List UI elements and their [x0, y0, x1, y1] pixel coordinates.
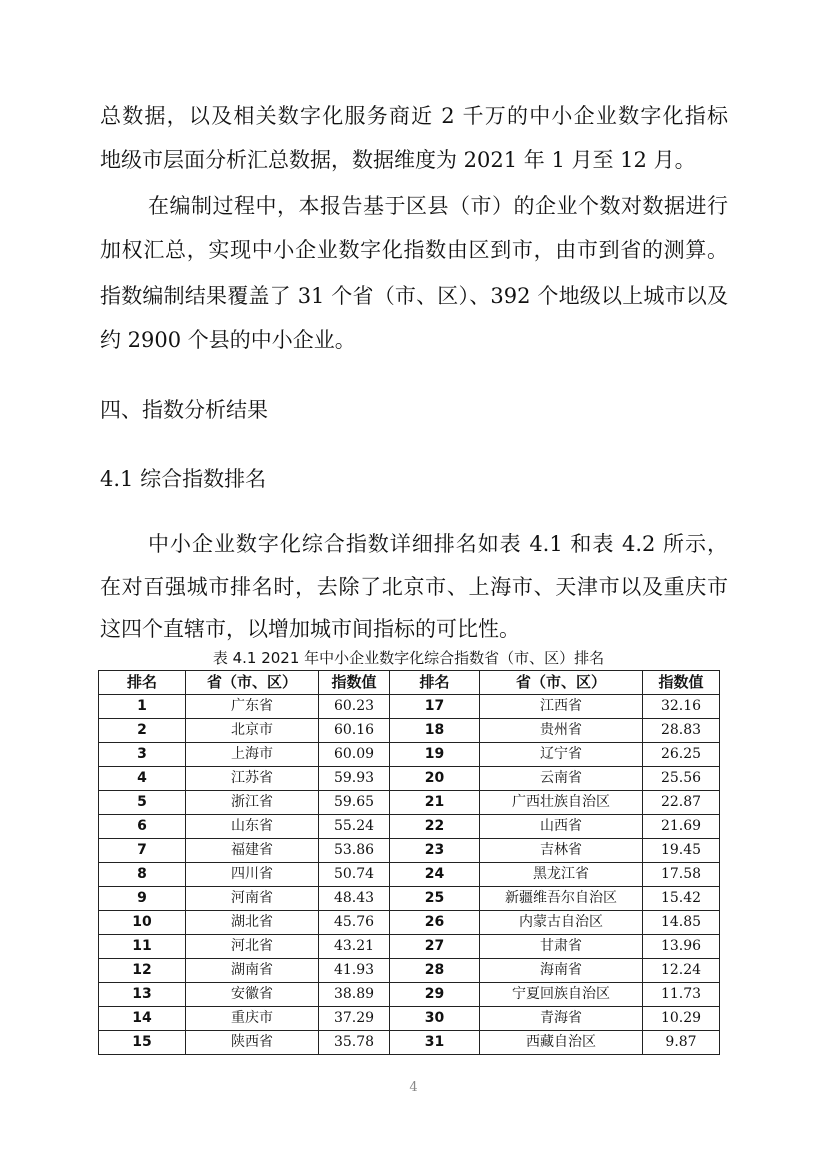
table-row — [99, 983, 720, 1007]
table-row — [99, 695, 720, 719]
index-value-cell: 59.93 — [319, 767, 390, 791]
rank-cell: 11 — [99, 935, 186, 959]
index-value-cell: 17.58 — [643, 863, 720, 887]
rank-cell: 20 — [390, 767, 480, 791]
province-cell: 安徽省 — [186, 983, 319, 1007]
rank-cell: 1 — [99, 695, 186, 719]
province-cell: 江西省 — [480, 695, 643, 719]
rank-cell: 31 — [390, 1031, 480, 1055]
index-value-cell: 9.87 — [643, 1031, 720, 1055]
rank-cell: 12 — [99, 959, 186, 983]
rank-cell: 30 — [390, 1007, 480, 1031]
rank-cell: 13 — [99, 983, 186, 1007]
header-index-value: 指数值 — [319, 671, 390, 695]
section-heading: 四、指数分析结果 — [100, 398, 268, 422]
table-row — [99, 959, 720, 983]
index-value-cell: 45.76 — [319, 911, 390, 935]
index-value-cell: 28.83 — [643, 719, 720, 743]
paragraph-line: 加权汇总，实现中小企业数字化指数由区到市，由市到省的测算。 — [100, 238, 728, 262]
rank-cell: 6 — [99, 815, 186, 839]
province-cell: 湖北省 — [186, 911, 319, 935]
rank-cell: 14 — [99, 1007, 186, 1031]
rank-cell: 19 — [390, 743, 480, 767]
province-cell: 青海省 — [480, 1007, 643, 1031]
table-row — [99, 1007, 720, 1031]
rank-cell: 27 — [390, 935, 480, 959]
index-value-cell: 13.96 — [643, 935, 720, 959]
province-cell: 湖南省 — [186, 959, 319, 983]
province-cell: 贵州省 — [480, 719, 643, 743]
table-row — [99, 935, 720, 959]
province-cell: 西藏自治区 — [480, 1031, 643, 1055]
subsection-heading: 4.1 综合指数排名 — [100, 467, 267, 491]
index-value-cell: 48.43 — [319, 887, 390, 911]
index-value-cell: 38.89 — [319, 983, 390, 1007]
index-value-cell: 35.78 — [319, 1031, 390, 1055]
province-cell: 广东省 — [186, 695, 319, 719]
province-cell: 河南省 — [186, 887, 319, 911]
rank-cell: 24 — [390, 863, 480, 887]
province-cell: 山西省 — [480, 815, 643, 839]
header-index-value: 指数值 — [643, 671, 720, 695]
rank-cell: 21 — [390, 791, 480, 815]
paragraph-line: 中小企业数字化综合指数详细排名如表 4.1 和表 4.2 所示， — [148, 532, 728, 556]
province-cell: 北京市 — [186, 719, 319, 743]
rank-cell: 23 — [390, 839, 480, 863]
table-caption: 表 4.1 2021 年中小企业数字化综合指数省（市、区）排名 — [212, 649, 605, 667]
province-cell: 四川省 — [186, 863, 319, 887]
table-row — [99, 719, 720, 743]
province-cell: 重庆市 — [186, 1007, 319, 1031]
rank-cell: 28 — [390, 959, 480, 983]
index-value-cell: 19.45 — [643, 839, 720, 863]
rank-cell: 9 — [99, 887, 186, 911]
province-cell: 江苏省 — [186, 767, 319, 791]
table-row — [99, 767, 720, 791]
ranking-table — [98, 670, 720, 1055]
table-row — [99, 887, 720, 911]
index-value-cell: 11.73 — [643, 983, 720, 1007]
province-cell: 新疆维吾尔自治区 — [480, 887, 643, 911]
rank-cell: 18 — [390, 719, 480, 743]
province-cell: 福建省 — [186, 839, 319, 863]
paragraph-line: 总数据，以及相关数字化服务商近 2 千万的中小企业数字化指标 — [100, 104, 728, 128]
index-value-cell: 53.86 — [319, 839, 390, 863]
rank-cell: 3 — [99, 743, 186, 767]
paragraph-line: 地级市层面分析汇总数据，数据维度为 2021 年 1 月至 12 月。 — [100, 148, 696, 172]
province-cell: 河北省 — [186, 935, 319, 959]
table-row — [99, 839, 720, 863]
index-value-cell: 22.87 — [643, 791, 720, 815]
index-value-cell: 55.24 — [319, 815, 390, 839]
header-rank: 排名 — [390, 671, 480, 695]
rank-cell: 25 — [390, 887, 480, 911]
rank-cell: 8 — [99, 863, 186, 887]
paragraph-line: 这四个直辖市，以增加城市间指标的可比性。 — [100, 617, 520, 641]
index-value-cell: 21.69 — [643, 815, 720, 839]
table-row — [99, 911, 720, 935]
rank-cell: 22 — [390, 815, 480, 839]
index-value-cell: 60.16 — [319, 719, 390, 743]
province-cell: 海南省 — [480, 959, 643, 983]
rank-cell: 5 — [99, 791, 186, 815]
index-value-cell: 60.09 — [319, 743, 390, 767]
province-cell: 云南省 — [480, 767, 643, 791]
index-value-cell: 37.29 — [319, 1007, 390, 1031]
province-cell: 辽宁省 — [480, 743, 643, 767]
province-cell: 甘肃省 — [480, 935, 643, 959]
rank-cell: 17 — [390, 695, 480, 719]
index-value-cell: 10.29 — [643, 1007, 720, 1031]
index-value-cell: 50.74 — [319, 863, 390, 887]
paragraph-line: 在编制过程中，本报告基于区县（市）的企业个数对数据进行 — [148, 194, 728, 218]
rank-cell: 10 — [99, 911, 186, 935]
index-value-cell: 12.24 — [643, 959, 720, 983]
rank-cell: 4 — [99, 767, 186, 791]
rank-cell: 26 — [390, 911, 480, 935]
table-row — [99, 1031, 720, 1055]
province-cell: 内蒙古自治区 — [480, 911, 643, 935]
province-cell: 黑龙江省 — [480, 863, 643, 887]
page-number: 4 — [409, 1080, 418, 1095]
index-value-cell: 60.23 — [319, 695, 390, 719]
table-row — [99, 815, 720, 839]
province-cell: 吉林省 — [480, 839, 643, 863]
header-rank: 排名 — [99, 671, 186, 695]
province-cell: 广西壮族自治区 — [480, 791, 643, 815]
table-row — [99, 791, 720, 815]
table-header-row — [99, 671, 720, 695]
header-province: 省（市、区） — [480, 671, 643, 695]
rank-cell: 15 — [99, 1031, 186, 1055]
index-value-cell: 43.21 — [319, 935, 390, 959]
index-value-cell: 15.42 — [643, 887, 720, 911]
index-value-cell: 14.85 — [643, 911, 720, 935]
province-cell: 山东省 — [186, 815, 319, 839]
index-value-cell: 41.93 — [319, 959, 390, 983]
paragraph-line: 在对百强城市排名时，去除了北京市、上海市、天津市以及重庆市 — [100, 575, 728, 599]
index-value-cell: 25.56 — [643, 767, 720, 791]
index-value-cell: 26.25 — [643, 743, 720, 767]
table-row — [99, 863, 720, 887]
header-province: 省（市、区） — [186, 671, 319, 695]
province-cell: 上海市 — [186, 743, 319, 767]
paragraph-line: 约 2900 个县的中小企业。 — [100, 328, 356, 352]
province-cell: 陕西省 — [186, 1031, 319, 1055]
index-value-cell: 59.65 — [319, 791, 390, 815]
rank-cell: 29 — [390, 983, 480, 1007]
rank-cell: 2 — [99, 719, 186, 743]
province-cell: 宁夏回族自治区 — [480, 983, 643, 1007]
index-value-cell: 32.16 — [643, 695, 720, 719]
paragraph-line: 指数编制结果覆盖了 31 个省（市、区）、392 个地级以上城市以及 — [100, 284, 728, 308]
province-cell: 浙江省 — [186, 791, 319, 815]
table-row — [99, 743, 720, 767]
rank-cell: 7 — [99, 839, 186, 863]
